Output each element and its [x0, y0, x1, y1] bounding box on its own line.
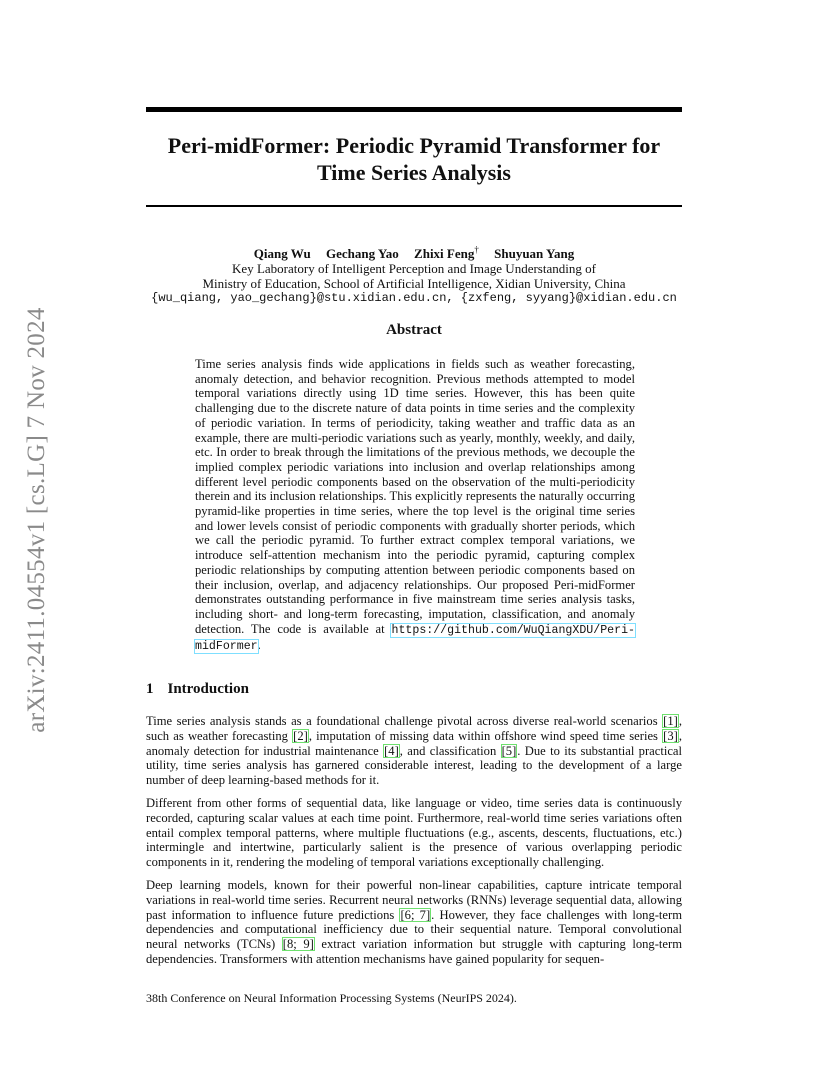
affiliation-line-1: Key Laboratory of Intelligent Perception and Image Understanding of	[232, 261, 596, 277]
section-title: Introduction	[167, 681, 249, 697]
citation-6-7[interactable]: [6; 7]	[400, 907, 431, 922]
paper-title	[146, 132, 682, 186]
author-block	[100, 243, 728, 306]
title-bottom-rule	[146, 205, 682, 207]
author-emails: {wu_qiang, yao_gechang}@stu.xidian.edu.cn, {zxfeng, syyang}@xidian.edu.cn	[151, 291, 677, 306]
p3-text-c: extract variation information but struggle with capturing long-term dependencies. Transformers with attention mechanisms have gained popularity for sequen-	[146, 937, 682, 966]
title-line-2: Time Series Analysis	[317, 160, 511, 185]
p1-text-d: , anomaly detection for industrial maintenance	[146, 728, 683, 758]
p1-text-b: , such as weather forecasting	[146, 714, 682, 743]
citation-4[interactable]: [4]	[384, 743, 399, 758]
introduction-body	[146, 714, 682, 975]
author-1: Qiang Wu	[253, 246, 311, 262]
author-names	[100, 243, 728, 261]
affiliation-line-2: Ministry of Education, School of Artificial Intelligence, Xidian University, China	[202, 276, 626, 292]
abstract-body: Time series analysis finds wide applications in fields such as weather forecasting, anomaly detection, and behavior recognition. Previous methods attempted to model temporal variations directly using 1D time series. However, this has been quite challenging due to the discrete nature of data points in time series and the complexity of periodic variation. In terms of periodicity, taking weather and traffic data as an example, there are multi-periodic variations such as yearly, monthly, weekly, and daily, etc. In order to break through the limitations of the previous methods, we decouple the implied complex periodic variations into inclusion and overlap relationships among different level periodic components based on the observation of the multi-periodicity therein and its inclusion relationships. This explicitly represents the naturally occurring pyramid-like properties in time series, where the top level is the original time series and lower levels consist of periodic components with gradually shorter periods, which we call the periodic pyramid. To further extract complex temporal variations, we introduce self-attention mechanism into the periodic pyramid, capturing complex periodic relationships by computing attention between periodic components based on their inclusion, overlap, and adjacency relationships. Our proposed Peri-midFormer demonstrates outstanding performance in five mainstream time series analysis tasks, including short- and long-term forecasting, imputation, classification, and anomaly detection. The code is available at https://github.com/WuQiangXDU/Peri-midFormer.	[195, 357, 635, 654]
p1-text-a: Time series analysis stands as a foundational challenge pivotal across diverse real-world scenarios	[146, 714, 658, 728]
section-number: 1	[146, 681, 154, 697]
p1-text-c: , imputation of missing data within offshore wind speed time series	[308, 728, 658, 743]
author-3	[414, 246, 479, 261]
abstract-text: Time series analysis finds wide applications in fields such as weather forecasting, anomaly detection, and behavior recognition. Previous methods attempted to model temporal variations directly using 1D time series. However, this has been quite challenging due to the discrete nature of data points in time series and the complexity of periodic variation. In terms of periodicity, taking weather and traffic data as an example, there are multi-periodic variations such as yearly, monthly, weekly, and daily, etc. In order to break through the limitations of the previous methods, we decouple the implied complex periodic variations into inclusion and overlap relationships among different level periodic components based on the observation of the multi-periodicity therein and its inclusion relationships. This explicitly represents the naturally occurring pyramid-like properties in time series, where the top level is the original time series and lower levels consist of periodic components with gradually shorter periods, which we call the periodic pyramid. To further extract complex temporal variations, we introduce self-attention mechanism into the periodic pyramid, capturing complex periodic relationships by computing attention between periodic components based on their inclusion, overlap, and adjacency relationships. Our proposed Peri-midFormer demonstrates outstanding performance in five mainstream time series analysis tasks, including short- and long-term forecasting, imputation, classification, and anomaly detection. The code is available at	[195, 357, 635, 636]
author-3-name: Zhixi Feng	[414, 246, 475, 262]
citation-2[interactable]: [2]	[293, 728, 308, 743]
title-top-rule	[146, 107, 682, 112]
code-link[interactable]: https://github.com/WuQiangXDU/Peri-midFormer	[195, 623, 635, 654]
p1-text-e: , and classification	[399, 743, 497, 758]
citation-3[interactable]: [3]	[663, 728, 678, 743]
arxiv-stamp-text: arXiv:2411.04554v1 [cs.LG] 7 Nov 2024	[23, 307, 50, 733]
paragraph-1	[146, 714, 682, 788]
conference-footnote: 38th Conference on Neural Information Processing Systems (NeurIPS 2024).	[146, 991, 517, 1005]
author-2: Gechang Yao	[325, 246, 399, 262]
p1-text-f: . Due to its substantial practical utility, time series analysis has garnered considerable interest, leading to the development of a large number of deep learning-based methods for it.	[146, 743, 682, 788]
section-heading-introduction	[146, 681, 249, 698]
p3-text-a: Deep learning models, known for their powerful non-linear capabilities, capture intricate temporal variations in real-world time series. Recurrent neural networks (RNNs) leverage sequential data, allowing past information to influence future predictions	[146, 877, 682, 922]
corresponding-author-mark: †	[474, 245, 479, 255]
author-4: Shuyuan Yang	[494, 246, 575, 262]
citation-8-9[interactable]: [8; 9]	[282, 937, 314, 952]
citation-1[interactable]: [1]	[663, 714, 678, 728]
abstract-heading: Abstract	[386, 322, 442, 338]
paragraph-3	[146, 878, 682, 967]
paragraph-2: Different from other forms of sequential data, like language or video, time series data is continuously recorded, capturing scalar values at each time point. Furthermore, real-world time series variations often entail complex temporal patterns, where multiple fluctuations (e.g., ascents, descents, fluctuations, etc.) intermingle and intertwine, particularly salient is the presence of various overlapping periodic components in it, rendering the modeling of temporal variations exceptionally challenging.	[146, 795, 682, 870]
p3-text-b: . However, they face challenges with long-term dependencies and computational inefficiency due to their sequential nature. Temporal convolutional neural networks (TCNs)	[146, 907, 683, 952]
title-line-1: Peri-midFormer: Periodic Pyramid Transformer for	[167, 133, 661, 158]
citation-5[interactable]: [5]	[501, 743, 517, 758]
